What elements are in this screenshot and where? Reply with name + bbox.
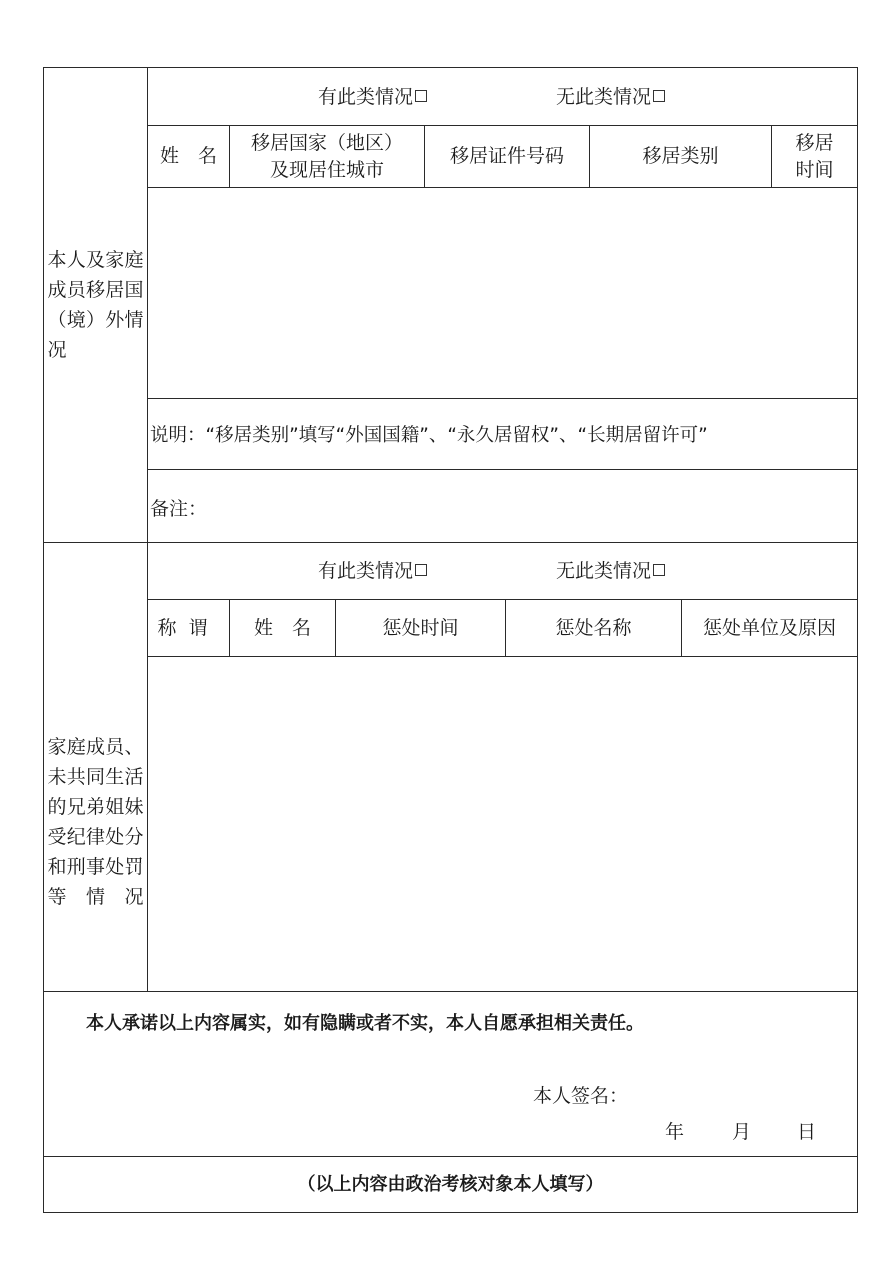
s2-header-name: 姓 名	[253, 616, 311, 639]
date-month: 月	[732, 1121, 752, 1143]
s1-header-category: 移居类别	[642, 145, 719, 168]
s1-remark: 备注：	[150, 498, 208, 520]
s1-note: 说明：“移居类别”填写“外国国籍”、“永久居留权”、“长期居留许可”	[150, 425, 708, 446]
s1-has-option[interactable]	[318, 86, 427, 109]
s1-header-time: 移居 时间	[795, 131, 834, 181]
border-top	[43, 67, 858, 68]
s1-entry-area[interactable]	[148, 188, 857, 398]
s1-line-4	[147, 469, 858, 470]
date-day: 日	[797, 1121, 817, 1143]
signature-label: 本人签名：	[533, 1085, 629, 1107]
footer-note: （以上内容由政治考核对象本人填写）	[297, 1173, 604, 1195]
s2-has-option[interactable]	[318, 560, 427, 583]
s2-entry-area[interactable]	[148, 657, 857, 991]
border-right	[857, 67, 858, 1213]
s1-none-option[interactable]	[556, 86, 665, 109]
pledge-divider	[43, 991, 858, 992]
date-year: 年	[665, 1121, 685, 1143]
footer-note-cell	[44, 1157, 857, 1212]
s2-has-label: 有此类情况	[318, 560, 414, 582]
s1-none-label: 无此类情况	[556, 86, 652, 108]
s1-header-doc-number: 移居证件号码	[449, 145, 564, 168]
s2-none-option[interactable]	[556, 560, 665, 583]
s2-has-checkbox[interactable]	[415, 564, 427, 576]
s1-side-label: 本人及家庭成员移居国（境）外情况	[47, 249, 144, 361]
s2-header-unit-reason: 惩处单位及原因	[702, 616, 836, 639]
s1-header-country: 移居国家（地区） 及现居住城市	[250, 131, 403, 181]
s1-has-label: 有此类情况	[318, 86, 414, 108]
s1-none-checkbox[interactable]	[653, 90, 665, 102]
s1-side-label-cell	[44, 68, 147, 542]
s2-side-label-cell	[44, 543, 147, 991]
s1-header-name: 姓 名	[159, 145, 217, 168]
s2-none-checkbox[interactable]	[653, 564, 665, 576]
s2-header-time: 惩处时间	[382, 616, 459, 639]
border-bottom	[43, 1212, 858, 1213]
s2-side-label: 家庭成员、未共同生活的兄弟姐妹受纪律处分和刑事处罚等情况	[47, 736, 144, 908]
pledge-statement: 本人承诺以上内容属实，如有隐瞒或者不实，本人自愿承担相关责任。	[86, 1013, 644, 1034]
s2-none-label: 无此类情况	[556, 560, 652, 582]
section-divider	[43, 542, 858, 543]
s1-has-checkbox[interactable]	[415, 90, 427, 102]
s2-header-relation: 称谓	[157, 616, 220, 639]
signature-field[interactable]	[630, 1080, 830, 1110]
s2-header-penalty: 惩处名称	[555, 616, 632, 639]
s1-line-3	[147, 398, 858, 399]
